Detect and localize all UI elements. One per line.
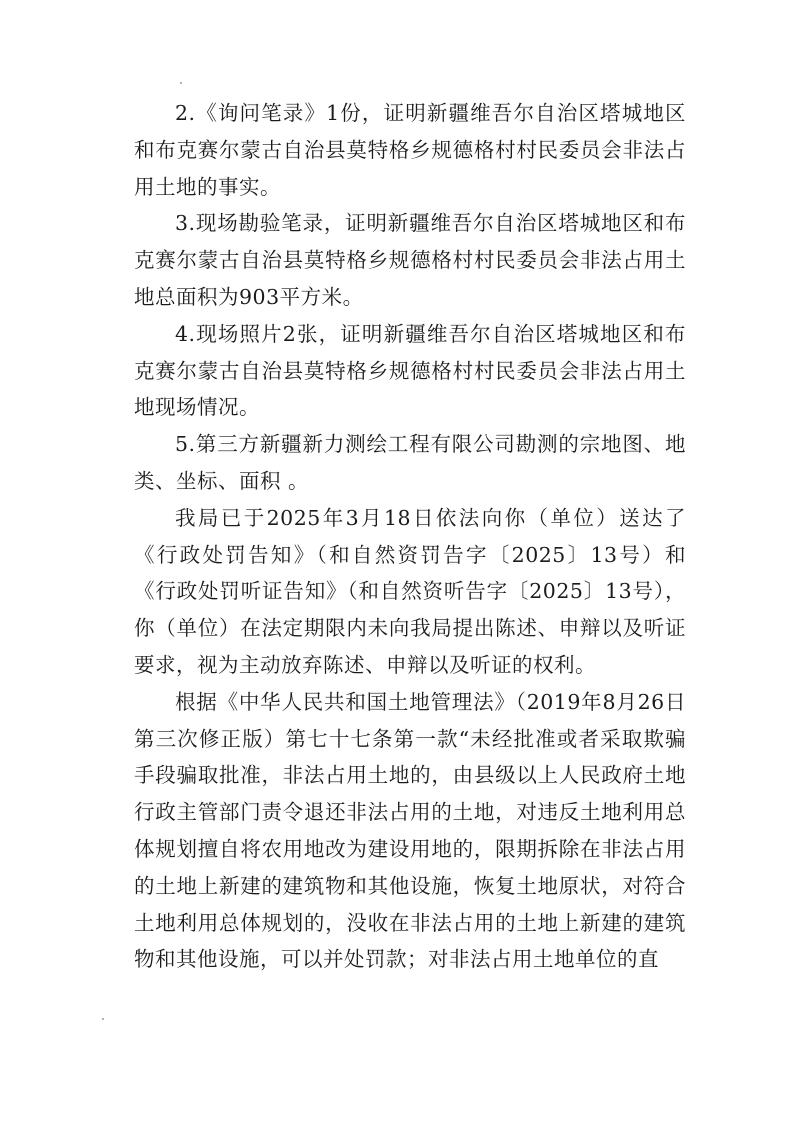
document-body	[134, 95, 686, 978]
evidence-item-2: 2.《询问笔录》1份，证明新疆维吾尔自治区塔城地区和布克赛尔蒙古自治县莫特格乡规德格村村民委员会非法占用土地的事实。	[134, 101, 686, 199]
evidence-item-5: 5.第三方新疆新力测绘工程有限公司勘测的宗地图、地类、坐标、面积 。	[134, 432, 686, 493]
scan-speck	[102, 1018, 104, 1020]
legal-basis-paragraph: 根据《中华人民共和国土地管理法》（2019年8月26日第三次修正版）第七十七条第一款“未经批准或者采取欺骗手段骗取批准，非法占用土地的，由县级以上人民政府土地行政主管部门责令退还非法占用的土地，对违反土地利用总体规划擅自将农用地改为建设用地的，限期拆除在非法占用的土地上新建的建筑物和其他设施，恢复土地原状，对符合土地利用总体规划的，没收在非法占用的土地上新建的建筑物和其他设施，可以并处罚款；对非法占用土地单位的直	[134, 689, 686, 972]
evidence-item-4: 4.现场照片2张，证明新疆维吾尔自治区塔城地区和布克赛尔蒙古自治县莫特格乡规德格村村民委员会非法占用土地现场情况。	[134, 321, 686, 420]
scan-speck	[180, 82, 182, 84]
notice-paragraph: 我局已于2025年3月18日依法向你（单位）送达了《行政处罚告知》（和自然资罚告字〔2025〕13号）和《行政处罚听证告知》（和自然资听告字〔2025〕13号），你（单位）在法定期限内未向我局提出陈述、申辩以及听证要求，视为主动放弃陈述、申辩以及听证的权利。	[134, 505, 686, 677]
evidence-item-3: 3.现场勘验笔录，证明新疆维吾尔自治区塔城地区和布克赛尔蒙古自治县莫特格乡规德格村村民委员会非法占用土地总面积为903平方米。	[134, 211, 686, 309]
